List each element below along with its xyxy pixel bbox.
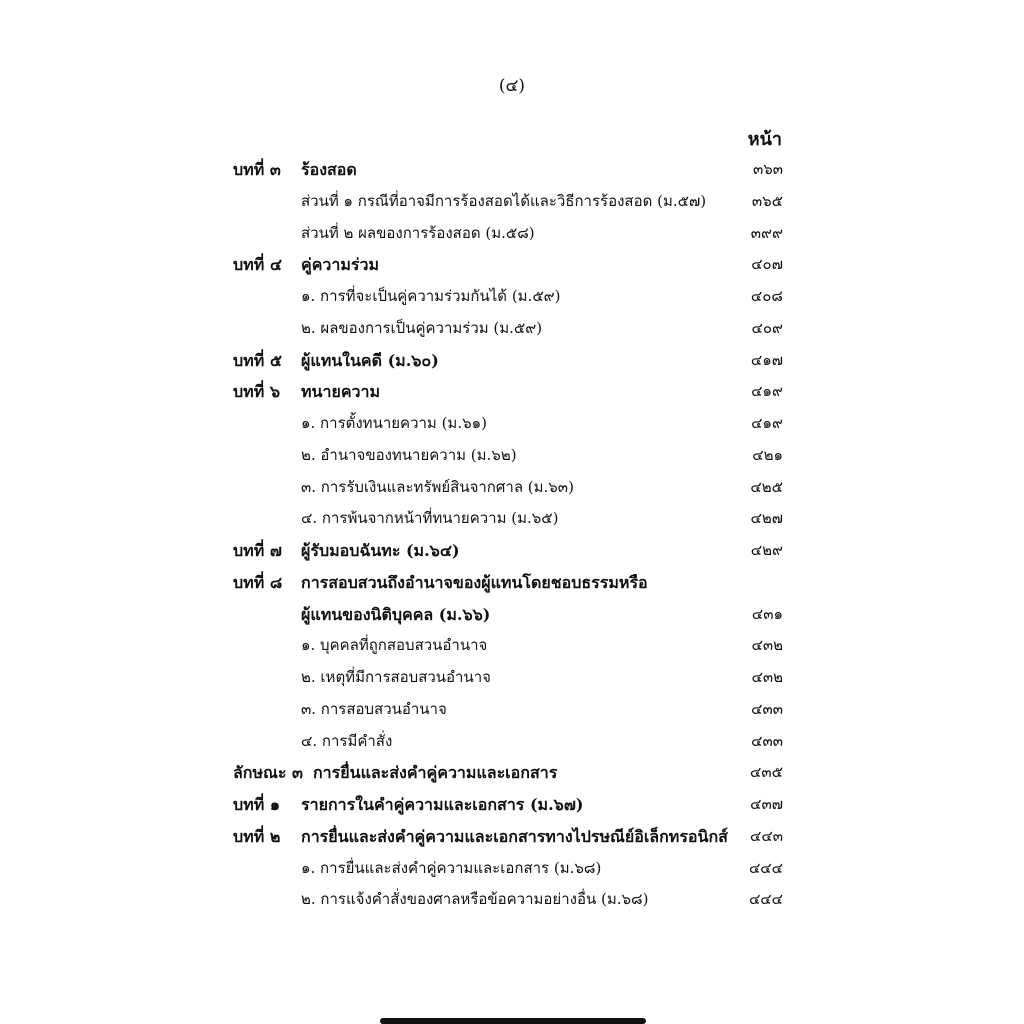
toc-entry-label — [301, 726, 741, 758]
toc-entry-page: ๔๑๙ — [751, 382, 783, 401]
toc-entry-label — [301, 630, 741, 662]
toc-entry-page: ๔๓๗ — [750, 795, 783, 813]
toc-entry-label — [233, 821, 733, 853]
toc-entry-prefix: บทที่ ๘ — [233, 572, 283, 592]
toc-entry-label — [301, 599, 801, 631]
toc-entry-title: ๓. การสอบสวนอำนาจ — [301, 699, 447, 718]
toc-entry-chapter — [233, 567, 783, 599]
toc-entry-page: ๔๒๑ — [752, 445, 783, 464]
toc-entry-label — [233, 345, 733, 377]
toc-entry-page: ๔๔๔ — [748, 858, 783, 877]
toc-entry-chapter — [233, 821, 783, 853]
toc-entry-title: การยื่นและส่งคำคู่ความและเอกสาร — [312, 763, 558, 783]
toc-entry-sub — [233, 503, 783, 535]
toc-entry-page: ๔๒๕ — [750, 477, 783, 496]
toc-entry-label — [301, 440, 741, 472]
toc-entry-sub — [233, 630, 783, 662]
toc-entry-label — [233, 154, 733, 186]
toc-entry-sub — [233, 440, 783, 472]
toc-entry-title: ๒. อำนาจของทนายความ (ม.๖๒) — [301, 445, 517, 464]
toc-entry-title: ๓. การรับเงินและทรัพย์สินจากศาล (ม.๖๓) — [301, 477, 574, 496]
toc-entry-label — [233, 535, 733, 567]
toc-entry-label — [233, 789, 733, 821]
toc-entry-label — [301, 503, 741, 535]
toc-entry-page: ๔๓๓ — [751, 731, 783, 750]
toc-entry-chapter — [233, 154, 783, 186]
toc-entry-sub — [233, 281, 783, 313]
toc-entry-page: ๔๓๑ — [751, 604, 783, 623]
toc-entry-page: ๔๓๓ — [751, 699, 783, 718]
toc-entry-label — [301, 853, 741, 885]
toc-entry-chapter — [233, 345, 783, 377]
toc-entry-sub — [233, 313, 783, 345]
toc-entry-title: ๒. การแจ้งคำสั่งของศาลหรือข้อความอย่างอื่น (ม.๖๘) — [301, 890, 649, 909]
toc-entry-sub — [233, 662, 783, 694]
toc-entry-chapter — [233, 535, 783, 567]
toc-entry-sub — [233, 218, 783, 250]
toc-entry-part — [233, 757, 783, 789]
toc-entry-page: ๔๓๒ — [751, 636, 783, 655]
toc-entry-prefix: บทที่ ๒ — [233, 826, 281, 846]
toc-entry-title: รายการในคำคู่ความและเอกสาร (ม.๖๗) — [301, 795, 584, 814]
toc-entry-prefix: บทที่ ๑ — [233, 795, 280, 814]
table-of-contents — [233, 154, 783, 916]
toc-entry-title: ๔. การมีคำสั่ง — [301, 731, 393, 750]
toc-entry-page: ๔๑๗ — [750, 350, 783, 369]
toc-entry-prefix: บทที่ ๔ — [233, 255, 282, 275]
toc-entry-sub — [233, 726, 783, 758]
toc-entry-sub — [233, 884, 783, 916]
toc-entry-label — [233, 567, 733, 599]
toc-entry-label — [301, 281, 741, 313]
toc-entry-title: ๑. การยื่นและส่งคำคู่ความและเอกสาร (ม.๖๘) — [301, 858, 602, 877]
toc-entry-page: ๔๐๙ — [751, 318, 783, 337]
toc-entry-title: ๑. การที่จะเป็นคู่ความร่วมกันได้ (ม.๕๙) — [301, 287, 561, 305]
toc-entry-sub — [233, 186, 783, 218]
toc-entry-title: ๒. ผลของการเป็นคู่ความร่วม (ม.๕๙) — [301, 318, 543, 337]
toc-entry-label — [301, 186, 741, 218]
toc-entry-label — [301, 313, 741, 345]
toc-entry-chapter — [233, 376, 783, 408]
toc-entry-title: ๑. บุคคลที่ถูกสอบสวนอำนาจ — [301, 636, 488, 655]
toc-entry-title: ๑. การตั้งทนายความ (ม.๖๑) — [301, 414, 487, 432]
toc-entry-chapter — [233, 249, 783, 281]
toc-entry-page: ๓๖๓ — [752, 160, 783, 178]
toc-entry-sub — [233, 694, 783, 726]
toc-entry-title: ผู้แทนในคดี (ม.๖๐) — [301, 350, 439, 370]
page-number: (๔) — [498, 76, 526, 96]
toc-entry-page: ๔๔๓ — [750, 826, 783, 845]
toc-entry-chapter — [233, 789, 783, 821]
toc-entry-prefix: ลักษณะ ๓ — [233, 763, 303, 783]
toc-entry-label — [301, 662, 741, 694]
toc-entry-label — [301, 884, 741, 916]
toc-entry-label — [233, 249, 733, 281]
toc-entry-sub — [233, 853, 783, 885]
toc-entry-prefix: บทที่ ๖ — [233, 382, 280, 402]
toc-entry-label — [301, 408, 741, 440]
toc-entry-prefix: บทที่ ๕ — [233, 350, 282, 370]
toc-entry-label — [301, 694, 741, 726]
toc-entry-sub — [233, 472, 783, 504]
toc-entry-page: ๔๓๒ — [751, 668, 783, 686]
toc-entry-title: ผู้รับมอบฉันทะ (ม.๖๔) — [301, 541, 460, 560]
toc-entry-cont — [233, 599, 783, 631]
toc-entry-title: ๔. การพ้นจากหน้าที่ทนายความ (ม.๖๕) — [301, 509, 559, 528]
toc-entry-title: ส่วนที่ ๑ กรณีที่อาจมีการร้องสอดได้และวิธีการร้องสอด (ม.๕๗) — [301, 191, 707, 210]
toc-entry-label — [301, 218, 741, 250]
toc-entry-title: ทนายความ — [301, 382, 381, 402]
toc-entry-page: ๔๐๗ — [751, 255, 783, 274]
toc-entry-prefix: บทที่ ๗ — [233, 541, 282, 560]
toc-entry-page: ๓๙๙ — [750, 223, 783, 242]
toc-entry-page: ๔๓๕ — [750, 763, 783, 782]
toc-entry-title: คู่ความร่วม — [301, 255, 380, 275]
toc-entry-page: ๔๒๙ — [750, 541, 783, 559]
toc-entry-page: ๔๔๔ — [748, 890, 783, 909]
toc-entry-page: ๓๖๕ — [751, 191, 783, 210]
toc-entry-page: ๔๒๗ — [750, 509, 783, 528]
toc-entry-title: การสอบสวนถึงอำนาจของผู้แทนโดยชอบธรรมหรือ — [301, 572, 648, 592]
toc-entry-page: ๔๑๙ — [751, 414, 783, 432]
toc-entry-title: ผู้แทนของนิติบุคคล (ม.๖๖) — [301, 604, 491, 624]
home-indicator[interactable] — [380, 1018, 646, 1024]
toc-entry-prefix: บทที่ ๓ — [233, 160, 281, 179]
toc-entry-label — [233, 757, 733, 789]
toc-entry-title: ร้องสอด — [301, 160, 357, 179]
toc-entry-label — [233, 376, 733, 408]
toc-entry-title: การยื่นและส่งคำคู่ความและเอกสารทางไปรษณีย์อิเล็กทรอนิกส์ — [301, 826, 728, 846]
toc-entry-title: ๒. เหตุที่มีการสอบสวนอำนาจ — [301, 668, 491, 686]
page-column-header: หน้า — [747, 129, 782, 150]
toc-entry-sub — [233, 408, 783, 440]
toc-entry-title: ส่วนที่ ๒ ผลของการร้องสอด (ม.๕๘) — [301, 223, 535, 242]
toc-entry-label — [301, 472, 741, 504]
toc-entry-page: ๔๐๘ — [750, 287, 783, 305]
